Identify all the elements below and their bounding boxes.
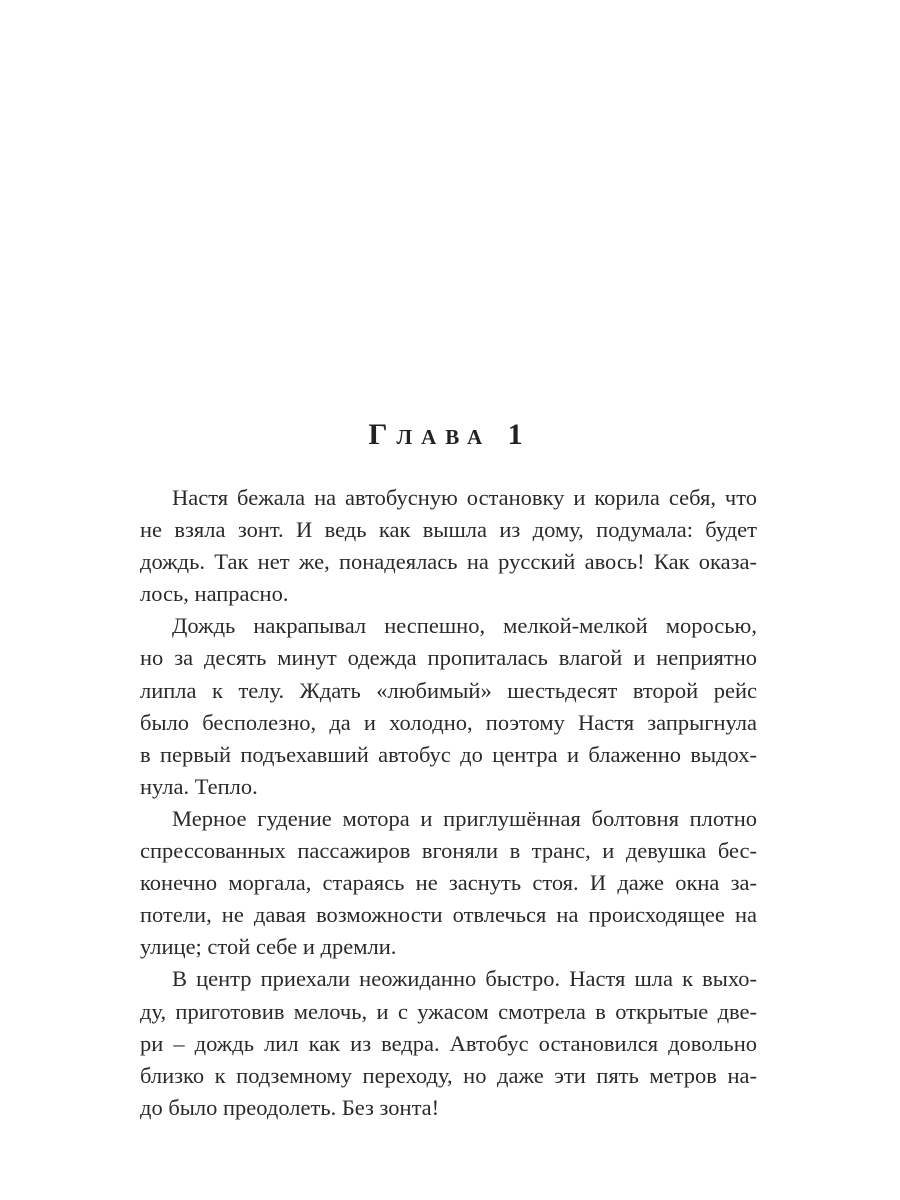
chapter-body xyxy=(140,482,757,1124)
text-line: лось, напрасно. xyxy=(140,581,289,607)
text-line: нула. Тепло. xyxy=(140,773,258,799)
text-line: Дождь накрапывал неспешно, мелкой-мелкой моросью, xyxy=(172,613,757,639)
text-line: но за десять минут одежда пропиталась влагой и неприятно xyxy=(140,645,757,671)
paragraph xyxy=(140,803,757,963)
text-line: В центр приехали неожиданно быстро. Настя шла к выхо- xyxy=(172,966,757,992)
text-line: Настя бежала на автобусную остановку и корила себя, что xyxy=(172,485,757,510)
text-line: в первый подъехавший автобус до центра и блаженно выдох- xyxy=(140,741,757,767)
text-line: не взяла зонт. И ведь как вышла из дому, подумала: будет xyxy=(140,517,757,543)
text-line: спрессованных пассажиров вгоняли в транс, и девушка бес- xyxy=(140,838,757,864)
text-line: ри – дождь лил как из ведра. Автобус остановился довольно xyxy=(140,1030,757,1056)
text-line: Мерное гудение мотора и приглушённая болтовня плотно xyxy=(172,805,757,831)
text-line: конечно моргала, стараясь не заснуть стоя. И даже окна за- xyxy=(140,870,757,896)
text-line: близко к подземному переходу, но даже эти пять метров на- xyxy=(140,1062,757,1088)
text-line: дождь. Так нет же, понадеялась на русский авось! Как оказа- xyxy=(140,549,757,575)
text-line: липла к телу. Ждать «любимый» шестьдесят второй рейс xyxy=(140,677,757,703)
chapter-title: Глава 1 xyxy=(368,418,532,451)
text-line: потели, не давая возможности отвлечься на происходящее на xyxy=(140,902,757,928)
paragraph xyxy=(140,482,757,610)
text-line: улице; стой себе и дремли. xyxy=(140,934,397,960)
text-line: было бесполезно, да и холодно, поэтому Настя запрыгнула xyxy=(140,709,757,735)
paragraph xyxy=(140,610,757,803)
text-line: ду, приготовив мелочь, и с ужасом смотрела в открытые две- xyxy=(140,998,757,1024)
paragraph xyxy=(140,963,757,1123)
text-line: до было преодолеть. Без зонта! xyxy=(140,1094,440,1120)
